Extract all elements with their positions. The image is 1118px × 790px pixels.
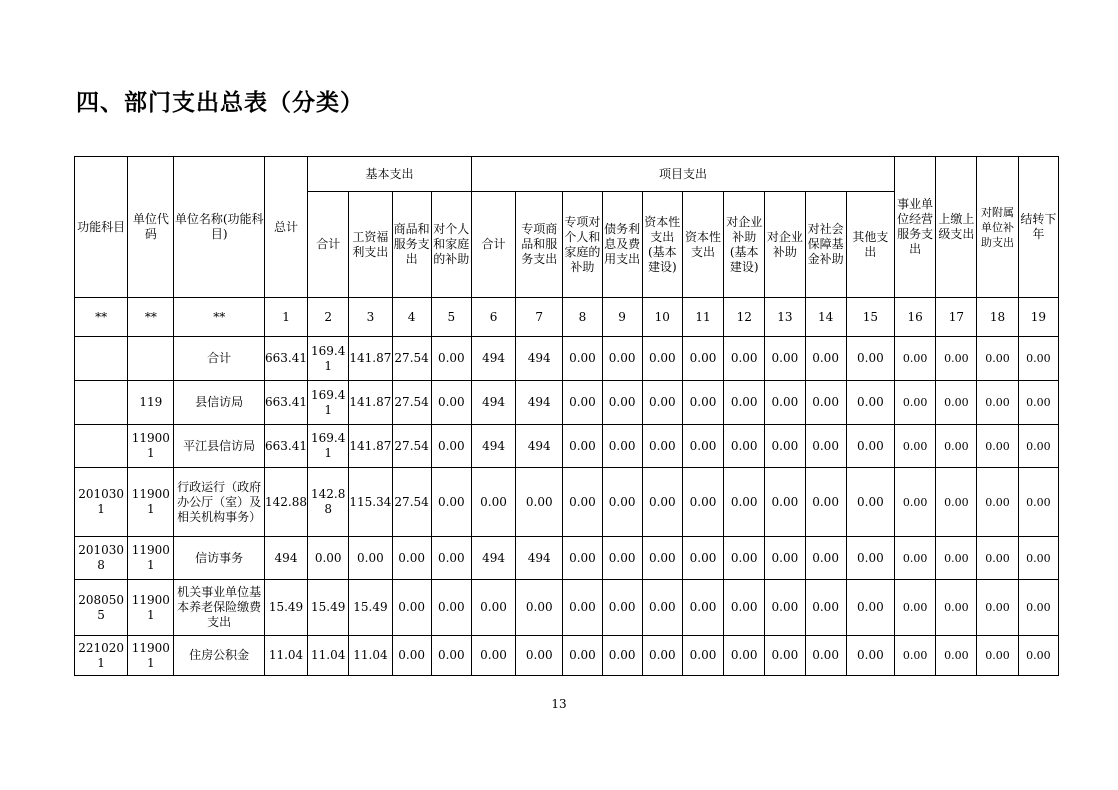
- table-row: [75, 580, 1059, 636]
- table-cell: 0.00: [431, 425, 471, 468]
- table-cell: 0.00: [642, 580, 682, 636]
- table-cell: 0.00: [724, 636, 765, 676]
- table-cell: 119: [128, 381, 174, 425]
- table-cell: 0.00: [308, 537, 349, 580]
- table-cell: [75, 381, 128, 425]
- header-project-col: 债务利息及费用支出: [602, 192, 642, 298]
- table-cell: 2010308: [75, 537, 128, 580]
- index-cell: 15: [846, 298, 894, 337]
- index-cell: 3: [349, 298, 392, 337]
- table-cell: 27.54: [392, 468, 431, 537]
- header-unit-name: 单位名称(功能科目): [174, 157, 264, 298]
- header-basic-col: 合计: [308, 192, 349, 298]
- table-cell: 494: [516, 537, 563, 580]
- table-cell: 0.00: [977, 537, 1018, 580]
- table-cell: 0.00: [602, 580, 642, 636]
- table-cell: 0.00: [805, 580, 846, 636]
- table-cell: 0.00: [431, 537, 471, 580]
- table-cell: 0.00: [682, 580, 723, 636]
- header-total: 总计: [264, 157, 307, 298]
- table-cell: 142.88: [308, 468, 349, 537]
- table-cell: [75, 337, 128, 381]
- table-cell: 169.41: [308, 337, 349, 381]
- header-project-col: 对企业补助(基本建设): [724, 192, 765, 298]
- table-cell: 0.00: [895, 580, 936, 636]
- index-cell: **: [128, 298, 174, 337]
- index-cell: 11: [682, 298, 723, 337]
- table-cell: 141.87: [349, 425, 392, 468]
- table-cell: 141.87: [349, 381, 392, 425]
- table-cell: 0.00: [602, 381, 642, 425]
- table-cell: 0.00: [846, 537, 894, 580]
- table-cell: 0.00: [682, 636, 723, 676]
- header-project-col: 对企业补助: [765, 192, 805, 298]
- table-cell: 0.00: [682, 381, 723, 425]
- table-cell: 494: [516, 425, 563, 468]
- table-cell: 0.00: [977, 337, 1018, 381]
- table-cell: 0.00: [563, 580, 602, 636]
- table-cell: 0.00: [602, 337, 642, 381]
- table-cell: 0.00: [936, 337, 977, 381]
- index-cell: **: [174, 298, 264, 337]
- table-cell: 0.00: [602, 636, 642, 676]
- table-cell: 0.00: [765, 337, 805, 381]
- header-basic-col: 对个人和家庭的补助: [431, 192, 471, 298]
- table-row: [75, 537, 1059, 580]
- index-cell: 12: [724, 298, 765, 337]
- table-cell: 169.41: [308, 425, 349, 468]
- table-cell: 27.54: [392, 425, 431, 468]
- expenditure-table: [74, 156, 1059, 676]
- table-cell: 0.00: [805, 425, 846, 468]
- header-project: 项目支出: [471, 157, 894, 192]
- table-cell: 0.00: [765, 580, 805, 636]
- table-cell: 0.00: [936, 636, 977, 676]
- table-cell: 0.00: [805, 468, 846, 537]
- table-cell: 0.00: [895, 381, 936, 425]
- table-cell: 0.00: [431, 337, 471, 381]
- table-cell: 494: [264, 537, 307, 580]
- table-cell: 115.34: [349, 468, 392, 537]
- table-cell: 0.00: [431, 468, 471, 537]
- table-cell: 0.00: [471, 636, 515, 676]
- header-tail: 对附属单位补助支出: [977, 157, 1018, 298]
- table-cell: 0.00: [805, 636, 846, 676]
- table-cell: 119001: [128, 537, 174, 580]
- table-cell: [75, 425, 128, 468]
- table-cell: 0.00: [392, 636, 431, 676]
- table-cell: 0.00: [724, 381, 765, 425]
- header-project-col: 合计: [471, 192, 515, 298]
- index-cell: 14: [805, 298, 846, 337]
- table-cell: 0.00: [846, 425, 894, 468]
- table-cell: 119001: [128, 580, 174, 636]
- table-cell: 0.00: [1018, 425, 1058, 468]
- index-cell: 17: [936, 298, 977, 337]
- table-cell: 0.00: [471, 468, 515, 537]
- table-cell: 0.00: [563, 425, 602, 468]
- table-cell: 0.00: [642, 636, 682, 676]
- table-cell: 119001: [128, 425, 174, 468]
- table-cell: 0.00: [1018, 381, 1058, 425]
- table-cell: 住房公积金: [174, 636, 264, 676]
- table-cell: 0.00: [563, 381, 602, 425]
- table-cell: 663.41: [264, 425, 307, 468]
- header-tail: 结转下年: [1018, 157, 1058, 298]
- index-cell: 8: [563, 298, 602, 337]
- table-cell: 0.00: [392, 537, 431, 580]
- index-cell: 7: [516, 298, 563, 337]
- table-cell: 0.00: [563, 537, 602, 580]
- table-cell: 169.41: [308, 381, 349, 425]
- header-basic-col: 工资福利支出: [349, 192, 392, 298]
- table-cell: 0.00: [805, 381, 846, 425]
- table-cell: 2080505: [75, 580, 128, 636]
- table-cell: 15.49: [349, 580, 392, 636]
- table-cell: 0.00: [516, 636, 563, 676]
- table-cell: 0.00: [895, 636, 936, 676]
- index-cell: 5: [431, 298, 471, 337]
- table-cell: 0.00: [431, 636, 471, 676]
- table-cell: 0.00: [1018, 636, 1058, 676]
- table-cell: 0.00: [895, 337, 936, 381]
- table-cell: 494: [471, 337, 515, 381]
- table-cell: 0.00: [724, 468, 765, 537]
- table-cell: 0.00: [805, 537, 846, 580]
- table-cell: 0.00: [516, 580, 563, 636]
- table-cell: 494: [516, 337, 563, 381]
- table-row: [75, 337, 1059, 381]
- index-cell: 13: [765, 298, 805, 337]
- table-cell: 平江县信访局: [174, 425, 264, 468]
- table-cell: 663.41: [264, 381, 307, 425]
- table-cell: 0.00: [936, 537, 977, 580]
- table-cell: 0.00: [682, 425, 723, 468]
- table-cell: 0.00: [349, 537, 392, 580]
- table-cell: 0.00: [602, 468, 642, 537]
- header-project-col: 资本性支出(基本建设): [642, 192, 682, 298]
- header-tail: 上缴上级支出: [936, 157, 977, 298]
- table-cell: 0.00: [642, 468, 682, 537]
- table-cell: 11.04: [264, 636, 307, 676]
- table-cell: 663.41: [264, 337, 307, 381]
- table-row: [75, 425, 1059, 468]
- table-cell: 0.00: [1018, 468, 1058, 537]
- table-cell: 县信访局: [174, 381, 264, 425]
- table-cell: 0.00: [765, 636, 805, 676]
- table-cell: 0.00: [805, 337, 846, 381]
- table-cell: 0.00: [895, 468, 936, 537]
- table-cell: 0.00: [765, 468, 805, 537]
- table-cell: 141.87: [349, 337, 392, 381]
- table-cell: 0.00: [846, 636, 894, 676]
- table-cell: 11.04: [308, 636, 349, 676]
- index-cell: 19: [1018, 298, 1058, 337]
- index-cell: 10: [642, 298, 682, 337]
- index-cell: 1: [264, 298, 307, 337]
- table-cell: 0.00: [936, 425, 977, 468]
- table-cell: 0.00: [724, 425, 765, 468]
- index-cell: 16: [895, 298, 936, 337]
- table-cell: 0.00: [977, 580, 1018, 636]
- table-cell: 0.00: [431, 381, 471, 425]
- table-cell: 0.00: [1018, 337, 1058, 381]
- table-cell: 0.00: [602, 537, 642, 580]
- table-cell: 0.00: [724, 580, 765, 636]
- table-cell: 机关事业单位基本养老保险缴费支出: [174, 580, 264, 636]
- header-basic: 基本支出: [308, 157, 472, 192]
- table-row: [75, 636, 1059, 676]
- table-cell: 15.49: [264, 580, 307, 636]
- table-cell: 0.00: [642, 337, 682, 381]
- table-cell: 0.00: [895, 537, 936, 580]
- table-cell: 119001: [128, 636, 174, 676]
- index-cell: 2: [308, 298, 349, 337]
- table-cell: 2010301: [75, 468, 128, 537]
- table-cell: 0.00: [936, 381, 977, 425]
- table-row: [75, 468, 1059, 537]
- table-cell: 合计: [174, 337, 264, 381]
- page-title: 四、部门支出总表（分类）: [76, 90, 364, 116]
- table-cell: 0.00: [846, 580, 894, 636]
- page-number: 13: [551, 697, 567, 711]
- table-cell: 0.00: [846, 381, 894, 425]
- table-cell: 0.00: [642, 381, 682, 425]
- table-cell: 0.00: [471, 580, 515, 636]
- table-cell: 494: [516, 381, 563, 425]
- header-project-col: 资本性支出: [682, 192, 723, 298]
- table-cell: 2210201: [75, 636, 128, 676]
- table-cell: 0.00: [682, 537, 723, 580]
- index-cell: 6: [471, 298, 515, 337]
- index-cell: 18: [977, 298, 1018, 337]
- table-cell: 0.00: [765, 537, 805, 580]
- table-cell: 0.00: [977, 381, 1018, 425]
- table-cell: 0.00: [1018, 580, 1058, 636]
- table-cell: 0.00: [682, 468, 723, 537]
- header-unit-code: 单位代码: [128, 157, 174, 298]
- table-cell: [128, 337, 174, 381]
- table-cell: 0.00: [936, 468, 977, 537]
- table-cell: 15.49: [308, 580, 349, 636]
- table-cell: 0.00: [642, 537, 682, 580]
- table-cell: 0.00: [392, 580, 431, 636]
- table-cell: 11.04: [349, 636, 392, 676]
- table-cell: 0.00: [936, 580, 977, 636]
- table-cell: 0.00: [895, 425, 936, 468]
- table-cell: 27.54: [392, 381, 431, 425]
- table-cell: 信访事务: [174, 537, 264, 580]
- table-cell: 0.00: [977, 636, 1018, 676]
- table-cell: 0.00: [642, 425, 682, 468]
- index-cell: 9: [602, 298, 642, 337]
- table-cell: 0.00: [602, 425, 642, 468]
- table-cell: 0.00: [846, 337, 894, 381]
- table-cell: 0.00: [765, 425, 805, 468]
- table-cell: 0.00: [977, 468, 1018, 537]
- table-cell: 0.00: [977, 425, 1018, 468]
- table-cell: 142.88: [264, 468, 307, 537]
- table-cell: 0.00: [765, 381, 805, 425]
- table-cell: 119001: [128, 468, 174, 537]
- table-cell: 0.00: [724, 537, 765, 580]
- header-project-col: 专项商品和服务支出: [516, 192, 563, 298]
- table-cell: 0.00: [563, 636, 602, 676]
- table-cell: 0.00: [563, 337, 602, 381]
- header-project-col: 对社会保障基金补助: [805, 192, 846, 298]
- header-project-col: 专项对个人和家庭的补助: [563, 192, 602, 298]
- table-cell: 494: [471, 537, 515, 580]
- table-cell: 0.00: [516, 468, 563, 537]
- header-tail: 事业单位经营服务支出: [895, 157, 936, 298]
- header-func-code: 功能科目: [75, 157, 128, 298]
- table-cell: 0.00: [846, 468, 894, 537]
- header-project-col: 其他支出: [846, 192, 894, 298]
- table-cell: 0.00: [563, 468, 602, 537]
- table-cell: 0.00: [1018, 537, 1058, 580]
- table-cell: 494: [471, 381, 515, 425]
- table-cell: 27.54: [392, 337, 431, 381]
- table-cell: 494: [471, 425, 515, 468]
- table-cell: 0.00: [724, 337, 765, 381]
- table-cell: 0.00: [431, 580, 471, 636]
- index-row: [75, 298, 1059, 337]
- index-cell: 4: [392, 298, 431, 337]
- table-cell: 行政运行（政府办公厅（室）及相关机构事务）: [174, 468, 264, 537]
- table-row: [75, 381, 1059, 425]
- table-cell: 0.00: [682, 337, 723, 381]
- index-cell: **: [75, 298, 128, 337]
- header-basic-col: 商品和服务支出: [392, 192, 431, 298]
